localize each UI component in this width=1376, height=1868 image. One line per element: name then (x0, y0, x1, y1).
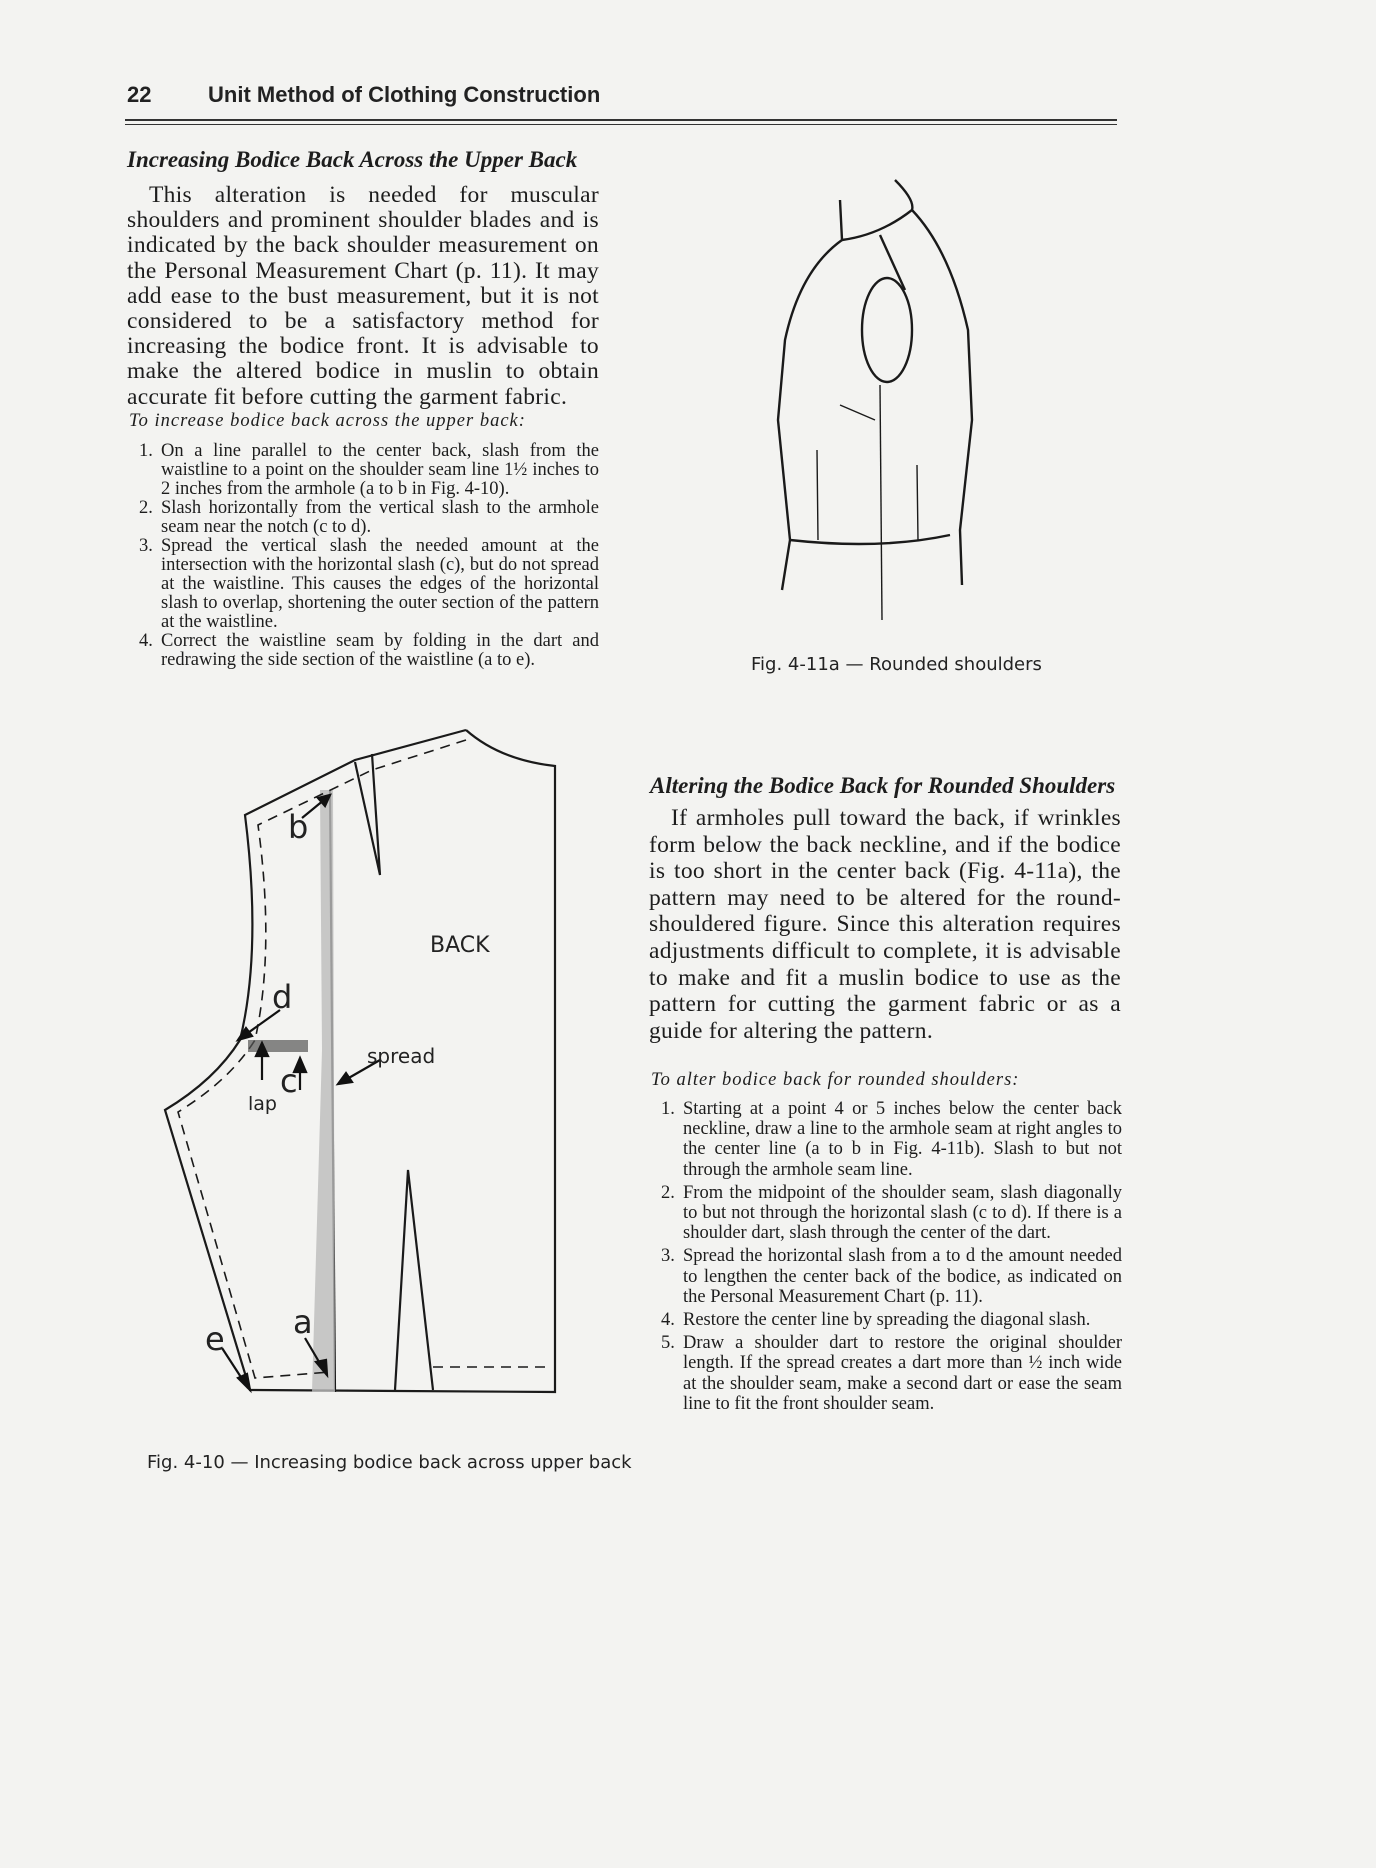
instructions-intro: To increase bodice back across the upper back: (129, 411, 526, 431)
figure-4-11a-drawing (778, 180, 972, 620)
label-c: c (280, 1062, 298, 1100)
figure-4-10-caption: Fig. 4-10 — Increasing bodice back across upper back (147, 1452, 632, 1473)
list-item: 4. Restore the center line by spreading the diagonal slash. (661, 1310, 1091, 1331)
label-lap: lap (248, 1093, 277, 1115)
body-paragraph: If armholes pull toward the back, if wrinkles form below the back neckline, and if the bodice is too short in the center back (Fig. 4-11a), the pattern may need to be altered for the round-shouldered figure. Since this alteration requires adjustments difficult to complete, it is advisable to make and fit a muslin bodice to use as the pattern for cutting the garment fabric or as a guide for altering the pattern. (649, 805, 1121, 1044)
list-item: 3. Spread the horizontal slash from a to d the amount needed to lengthen the center back of the bodice, as indicated on the Personal Measurement Chart (p. 11). (661, 1246, 1122, 1307)
instructions-intro: To alter bodice back for rounded shoulders: (651, 1070, 1020, 1090)
steps-list (649, 1099, 1122, 1417)
section-heading: Altering the Bodice Back for Rounded Shoulders (650, 773, 1116, 798)
label-e: e (205, 1320, 225, 1358)
list-item: 4. Correct the waistline seam by folding in the dart and redrawing the side section of the waistline (a to e). (139, 631, 599, 670)
book-title: Unit Method of Clothing Construction (208, 82, 601, 107)
list-item: 1. Starting at a point 4 or 5 inches below the center back neckline, draw a line to the armhole seam at right angles to the center line (a to b in Fig. 4-11b). Slash to but not through the armhole seam line. (661, 1099, 1122, 1180)
list-item: 5. Draw a shoulder dart to restore the original shoulder length. If the spread creates a dart more than ½ inch wide at the shoulder seam, make a second dart or ease the seam line to fit the front shoulder seam. (661, 1333, 1122, 1414)
label-back: BACK (430, 933, 490, 958)
section-heading: Increasing Bodice Back Across the Upper Back (127, 147, 578, 172)
page-number: 22 (127, 82, 152, 107)
list-item: 2. From the midpoint of the shoulder seam, slash diagonally to but not through the horizontal slash (c to d). If there is a shoulder dart, slash through the center of the dart. (661, 1182, 1122, 1244)
label-a: a (293, 1303, 313, 1341)
list-item: 1. On a line parallel to the center back, slash from the waistline to a point on the shoulder seam line 1½ inches to 2 inches from the armhole (a to b in Fig. 4-10). (139, 441, 599, 499)
body-paragraph: This alteration is needed for muscular shoulders and prominent shoulder blades and is indicated by the back shoulder measurement on the Personal Measurement Chart (p. 11). It may add ease to the bust measurement, but it is not considered to be a satisfactory method for increasing the bodice front. It is advisable to make the altered bodice in muslin to obtain accurate fit before cutting the garment fabric. (127, 182, 599, 410)
list-item: 3. Spread the vertical slash the needed amount at the intersection with the horizontal slash (c), but do not spread at the waistline. This causes the edges of the horizontal slash to overlap, shortening the outer section of the pattern at the waistline. (139, 536, 599, 632)
list-item: 2. Slash horizontally from the vertical slash to the armhole seam near the notch (c to d). (139, 498, 599, 537)
label-spread: spread (367, 1044, 436, 1068)
label-b: b (288, 808, 309, 846)
figure-4-11a-caption: Fig. 4-11a — Rounded shoulders (751, 654, 1042, 675)
label-d: d (272, 978, 293, 1016)
